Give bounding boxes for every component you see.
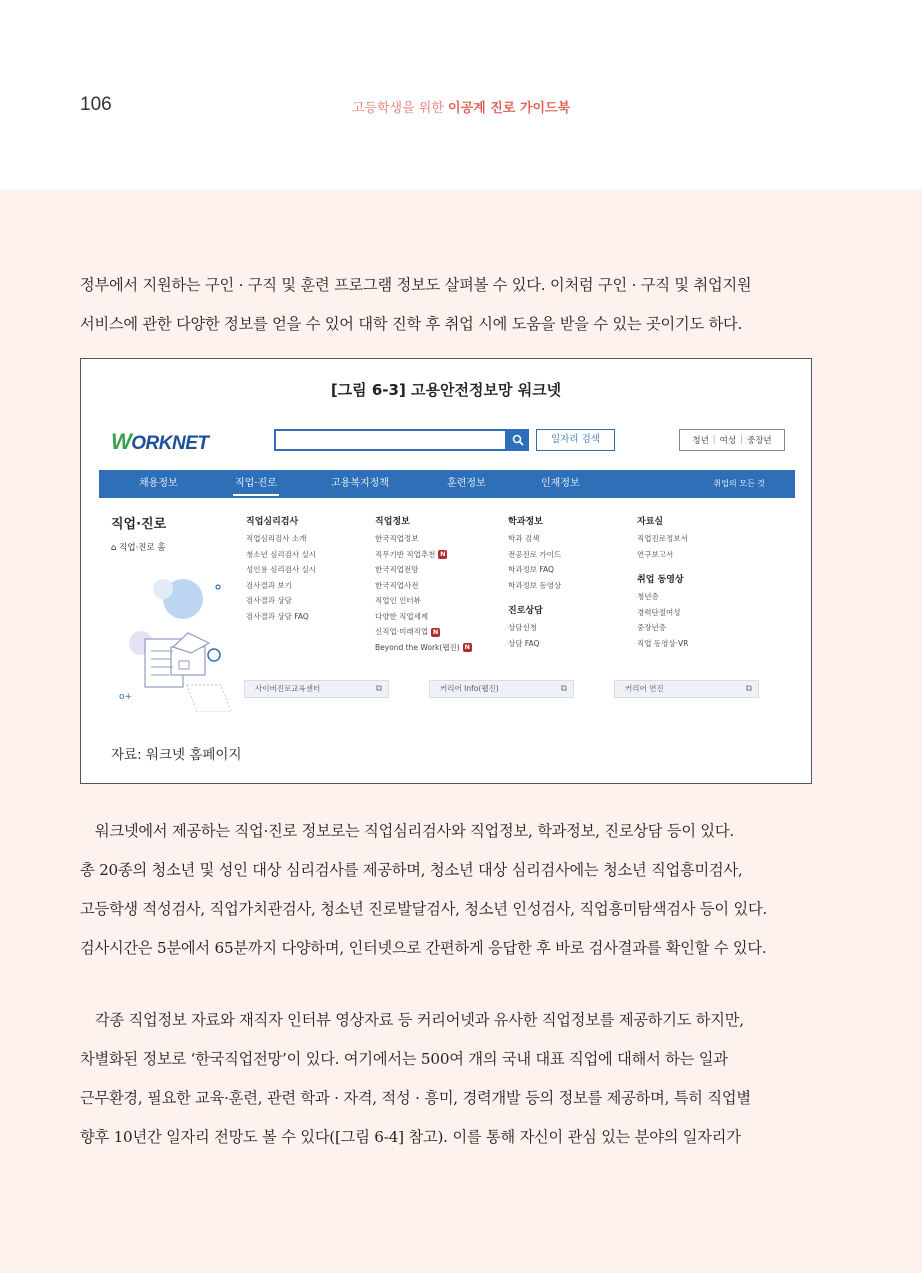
figure-caption: [그림 6-3] 고용안전정보망 워크넷 [330,381,562,399]
menu-item[interactable]: 경력단절여성 [637,607,681,617]
column-heading: 자료실 [637,517,664,527]
column-heading: 직업정보 [375,517,410,527]
nav-item-welfare[interactable]: 고용복지정책 [331,478,389,489]
menu-item[interactable]: 중장년층 [637,623,666,632]
menu-item[interactable]: 상담신청 [508,623,537,632]
body-paragraph-2 [80,1001,815,1157]
body-line: 각종 직업정보 자료와 재직자 인터뷰 영상자료 등 커리어넷과 유사한 직업정보를 제공하기도 하지만, [95,1011,744,1029]
figure-source: 자료: 워크넷 홈페이지 [111,747,242,763]
body-line: 검사시간은 5분에서 65분까지 다양하며, 인터넷으로 간편하게 응답한 후 바로 검사결과를 확인할 수 있다. [80,939,767,957]
audience-selector: 청년 | 여성 | 중장년 [679,429,785,451]
page-number: 106 [80,94,112,115]
sidebar-home-label: 직업·진로 홈 [119,543,166,553]
nav-item-career[interactable]: 직업·진로 [235,470,277,498]
link-cyber-career-center[interactable]: 사이버진로교육센터 ⧉ [244,680,389,698]
page-header [0,0,922,190]
column-major-info [508,514,561,651]
career-illustration [111,577,241,712]
menu-item[interactable]: 청소년 심리검사 실시 [246,549,316,559]
external-link-icon: ⧉ [560,684,567,694]
main-nav [99,470,795,498]
menu-item[interactable]: 직업진로정보서 [637,534,688,543]
intro-line: 서비스에 관한 다양한 정보를 얻을 수 있어 대학 진학 후 취업 시에 도움을 받을 수 있는 곳이기도 하다. [80,315,743,333]
running-title-prefix: 고등학생을 위한 [351,101,449,116]
menu-item[interactable]: 연구보고서 [637,549,674,559]
new-badge: N [464,643,470,651]
menu-item[interactable]: 신직업·미래직업 N [375,627,439,636]
column-heading: 취업 동영상 [637,575,684,585]
body-paragraph-1 [80,812,815,968]
menu-item[interactable]: 직무기반 직업추천 N [375,549,446,559]
body-line: 근무환경, 필요한 교육·훈련, 관련 학과 · 자격, 적성 · 흥미, 경력개발 등의 정보를 제공하며, 특히 직업별 [80,1089,751,1107]
menu-item[interactable]: 다양한 직업세계 [375,611,429,621]
menu-item[interactable]: 학과 검색 [508,534,540,543]
body-line: 고등학생 적성검사, 직업가치관검사, 청소년 진로발달검사, 청소년 인성검사, 직업흥미탐색검사 등이 있다. [80,900,768,918]
running-title-bold: 이공계 진로 가이드북 [448,101,571,116]
body-line: 차별화된 정보로 ‘한국직업전망’이 있다. 여기에서는 500여 개의 국내 대표 직업에 대해서 하는 일과 [80,1050,728,1068]
audience-women[interactable]: 여성 [719,436,737,446]
body-line: 워크넷에서 제공하는 직업·진로 정보로는 직업심리검사와 직업정보, 학과정보, 진로상담 등이 있다. [95,822,735,840]
search-button[interactable] [507,429,529,451]
menu-item[interactable]: 직업심리검사 소개 [246,534,307,543]
body-line: 총 20종의 청소년 및 성인 대상 심리검사를 제공하며, 청소년 대상 심리검사에는 청소년 직업흥미검사, [80,861,743,879]
menu-item[interactable]: 직업인 인터뷰 [375,596,421,605]
logo-w: W [111,429,132,454]
search-icon [512,434,524,446]
intro-line: 정부에서 지원하는 구인 · 구직 및 훈련 프로그램 정보도 살펴볼 수 있다. 이처럼 구인 · 구직 및 취업지원 [80,276,752,294]
menu-item[interactable]: 검사결과 보기 [246,580,292,590]
worknet-logo [111,429,209,455]
running-title [0,97,922,116]
nav-all-link[interactable]: 취업의 모든 것 [713,479,765,488]
menu-item[interactable]: 전공진로 가이드 [508,549,562,559]
column-job-info [375,514,472,655]
menu-item[interactable]: 학과정보 동영상 [508,580,562,590]
sidebar-title: 직업·진로 [111,517,167,532]
menu-item[interactable]: 청년층 [637,592,659,601]
new-badge: N [440,550,446,558]
menu-item[interactable]: 학과정보 FAQ [508,565,554,574]
column-psych-tests [246,514,316,624]
svg-text:o+: o+ [119,692,133,702]
body-line: 향후 10년간 일자리 전망도 볼 수 있다([그림 6-4] 참고). 이를 통해 자신이 관심 있는 분야의 일자리가 [80,1128,741,1146]
audience-youth[interactable]: 청년 [692,436,709,446]
menu-item[interactable]: 한국직업사전 [375,580,419,590]
logo-text: ORKNET [131,433,209,454]
column-heading: 직업심리검사 [246,517,299,527]
menu-item[interactable]: 직업 동영상·VR [637,638,689,648]
search-input[interactable] [274,429,507,451]
menu-item[interactable]: 한국직업전망 [375,565,419,574]
sidebar-home-link[interactable] [111,541,166,553]
audience-middle-aged[interactable]: 중장년 [746,436,772,446]
new-badge: N [432,627,439,636]
menu-item[interactable]: 검사결과 상담 FAQ [246,611,309,621]
column-resources [637,514,688,651]
menu-item[interactable]: Beyond the Work(웹진) N [375,642,470,652]
home-icon: ⌂ [111,543,120,553]
job-search-button[interactable]: 일자리 검색 [536,429,615,451]
nav-item-talent[interactable]: 인재정보 [541,478,580,489]
menu-item[interactable]: 상담 FAQ [508,638,540,648]
external-link-icon: ⧉ [375,684,382,694]
link-career-info-webzine[interactable]: 커리어 Info(웹진) ⧉ [429,680,574,698]
link-career-yeonjin[interactable]: 커리어 연진 ⧉ [614,680,759,698]
menu-item[interactable]: 한국직업정보 [375,534,419,543]
external-link-icon: ⧉ [745,684,752,694]
intro-paragraph [80,266,815,344]
menu-item[interactable]: 성인용 심리검사 실시 [246,565,316,574]
nav-item-training[interactable]: 훈련정보 [447,478,486,489]
figure-worknet [80,358,812,784]
nav-item-jobs[interactable]: 채용정보 [139,478,178,489]
column-heading: 진로상담 [508,606,543,616]
menu-item[interactable]: 검사결과 상담 [246,596,292,605]
column-heading: 학과정보 [508,517,543,527]
